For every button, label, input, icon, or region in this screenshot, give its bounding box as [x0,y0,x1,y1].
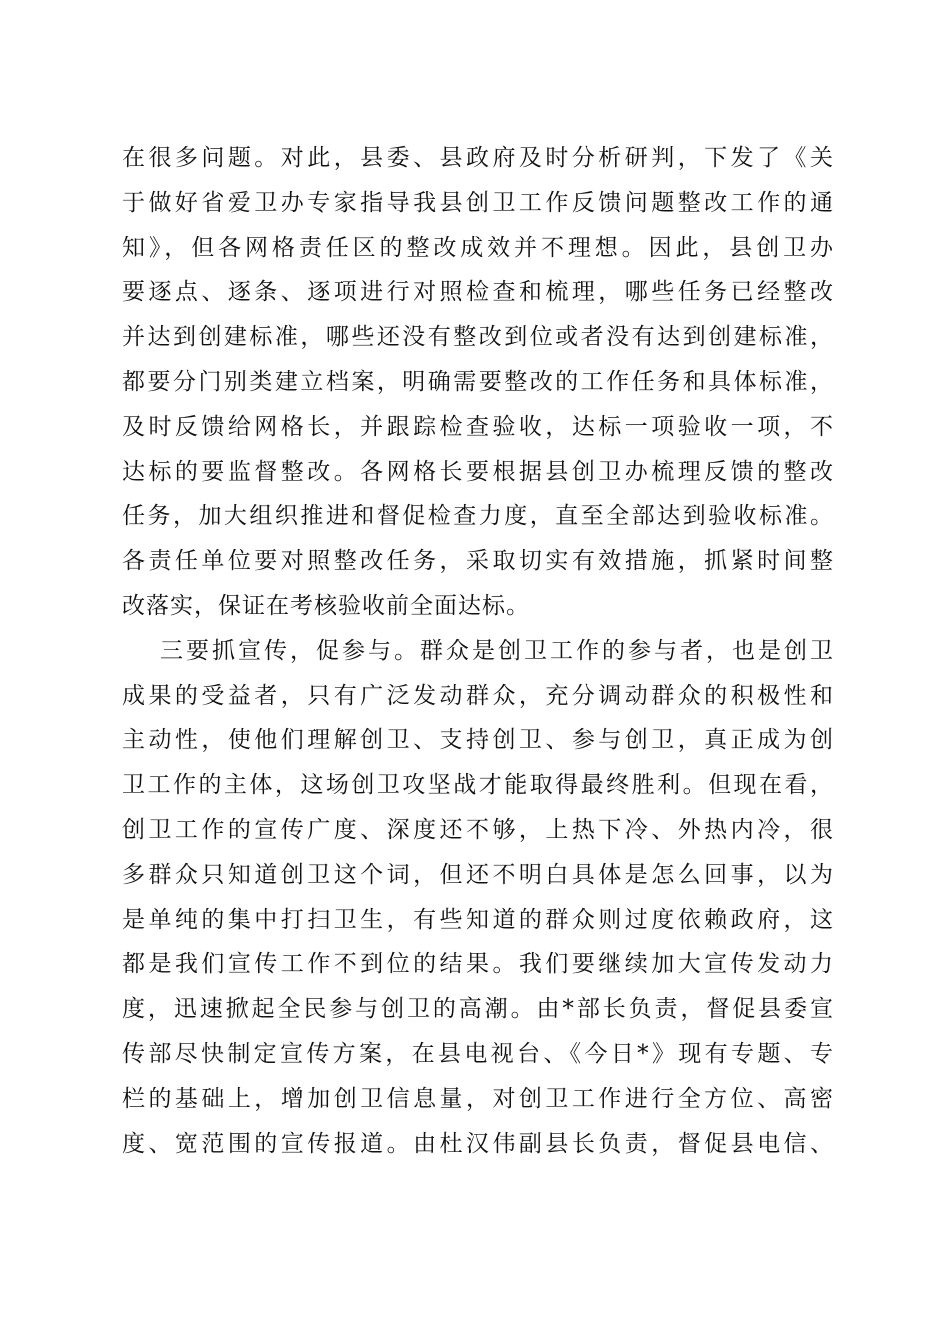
text-line: 在很多问题。对此，县委、县政府及时分析研判，下发了《关 [122,145,834,171]
text-line: 于做好省爱卫办专家指导我县创卫工作反馈问题整改工作的通 [122,189,834,216]
text-line: 各责任单位要对照整改任务，采取切实有效措施，抓紧时间整 [122,548,834,575]
text-line: 及时反馈给网格长，并跟踪检查验收，达标一项验收一项，不 [122,413,834,440]
text-line: 成果的受益者，只有广泛发动群众，充分调动群众的积极性和 [122,682,834,709]
paragraph-end-line: 改落实，保证在考核验收前全面达标。 [122,592,530,619]
text-line: 度、宽范围的宣传报道。由杜汉伟副县长负责，督促县电信、 [122,1130,834,1157]
text-line: 卫工作的主体，这场创卫攻坚战才能取得最终胜利。但现在看， [122,772,834,799]
text-line: 都要分门别类建立档案，明确需要整改的工作任务和具体标准， [122,368,834,395]
text-line: 度，迅速掀起全民参与创卫的高潮。由*部长负责，督促县委宣 [122,996,834,1023]
text-line: 都是我们宣传工作不到位的结果。我们要继续加大宣传发动力 [122,951,834,978]
text-line: 主动性，使他们理解创卫、支持创卫、参与创卫，真正成为创 [122,727,834,754]
text-line: 栏的基础上，增加创卫信息量，对创卫工作进行全方位、高密 [122,1085,834,1112]
text-line: 多群众只知道创卫这个词，但还不明白具体是怎么回事，以为 [122,861,834,888]
text-line: 任务，加大组织推进和督促检查力度，直至全部达到验收标准。 [122,503,834,530]
text-line: 并达到创建标准，哪些还没有整改到位或者没有达到创建标准， [122,324,834,351]
text-line: 知》，但各网格责任区的整改成效并不理想。因此，县创卫办 [122,234,834,261]
text-line: 传部尽快制定宣传方案，在县电视台、《今日*》现有专题、专 [122,1040,834,1067]
text-line: 要逐点、逐条、逐项进行对照检查和梳理，哪些任务已经整改 [122,279,834,306]
body-text [122,136,834,1166]
text-line: 达标的要监督整改。各网格长要根据县创卫办梳理反馈的整改 [122,458,834,485]
paragraph-start-line: 三要抓宣传，促参与。群众是创卫工作的参与者，也是创卫 [160,637,834,664]
text-line: 创卫工作的宣传广度、深度还不够，上热下冷、外热内冷，很 [122,816,834,843]
text-line: 是单纯的集中打扫卫生，有些知道的群众则过度依赖政府，这 [122,906,834,933]
